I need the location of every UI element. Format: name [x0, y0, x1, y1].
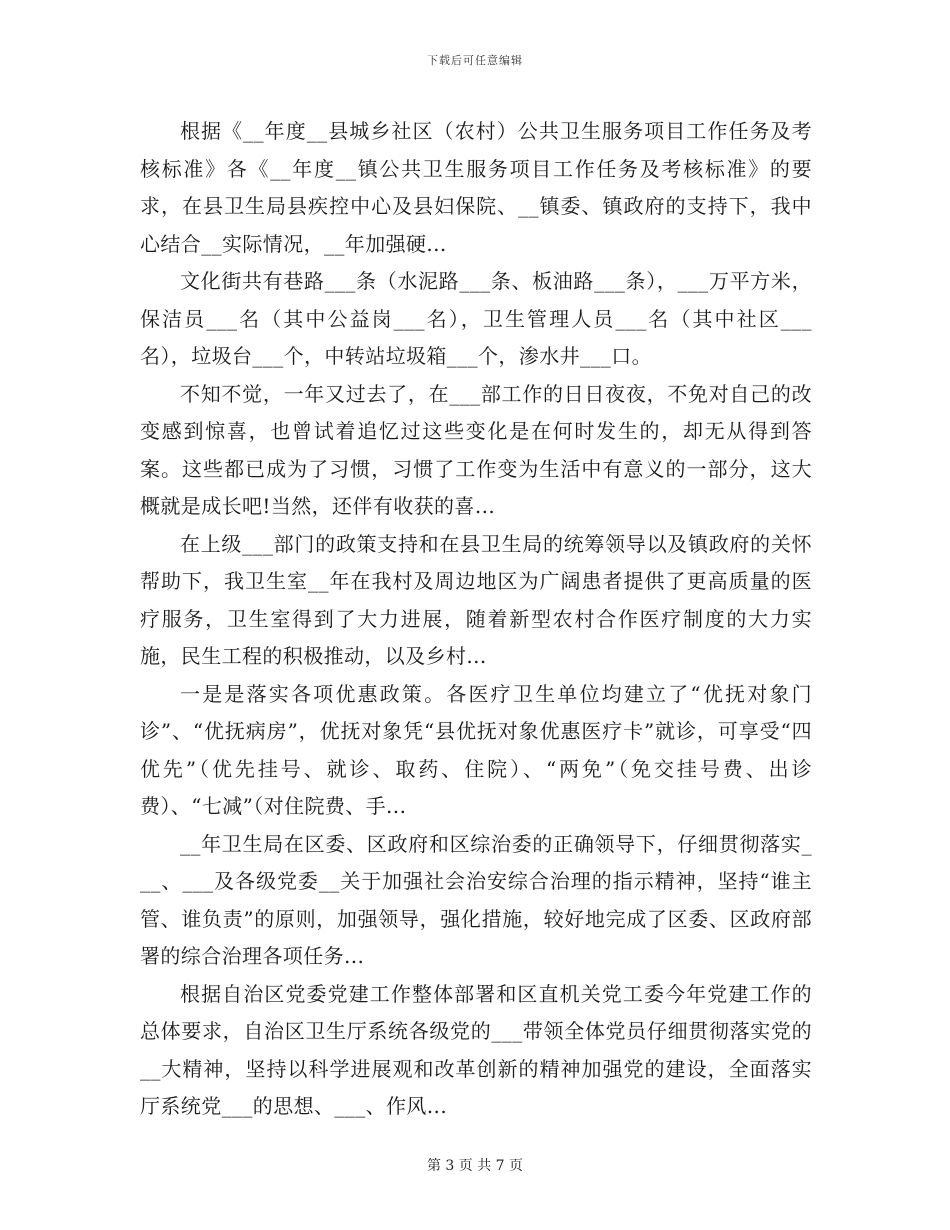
paragraph-3: 不知不觉，一年又过去了，在___部工作的日日夜夜，不免对自己的改变感到惊喜，也曾试着追忆过这些变化是在何时发生的，却无从得到答案。这些都已成为了习惯，习惯了工作变为生活中有意义的一部分，这大概就是成长吧!当然，还伴有收获的喜...	[140, 381, 812, 518]
document-body	[140, 113, 812, 1126]
page-number: 第 3 页 共 7 页	[426, 1158, 524, 1174]
paragraph-4: 在上级___部门的政策支持和在县卫生局的统筹领导以及镇政府的关怀帮助下，我卫生室__年在我村及周边地区为广阔患者提供了更高质量的医疗服务，卫生室得到了大力进展，随着新型农村合作医疗制度的大力实施，民生工程的积极推动，以及乡村...	[140, 531, 812, 668]
page-header-note: 下载后可任意编辑	[427, 54, 523, 67]
paragraph-6: __年卫生局在区委、区政府和区综治委的正确领导下，仔细贯彻落实___、___及各级党委__关于加强社会治安综合治理的指示精神，坚持“谁主管、谁负责”的原则，加强领导，强化措施，较好地完成了区委、区政府部署的综合治理各项任务...	[140, 831, 812, 968]
paragraph-2: 文化街共有巷路___条（水泥路___条、板油路___条），___万平方米，保洁员___名（其中公益岗___名），卫生管理人员___名（其中社区___名），垃圾台___个，中转站垃圾箱___个，渗水井___口。	[140, 269, 812, 368]
paragraph-5: 一是是落实各项优惠政策。各医疗卫生单位均建立了“优抚对象门诊”、“优抚病房”，优抚对象凭“县优抚对象优惠医疗卡”就诊，可享受“四优先”（优先挂号、就诊、取药、住院）、“两免”（免交挂号费、出诊费）、“七减”（对住院费、手...	[140, 681, 812, 818]
paragraph-1: 根据《__年度__县城乡社区（农村）公共卫生服务项目工作任务及考核标准》各《__年度__镇公共卫生服务项目工作任务及考核标准》的要求，在县卫生局县疾控中心及县妇保院、__镇委、镇政府的支持下，我中心结合__实际情况，__年加强硬...	[140, 119, 812, 256]
paragraph-7: 根据自治区党委党建工作整体部署和区直机关党工委今年党建工作的总体要求，自治区卫生厅系统各级党的___带领全体党员仔细贯彻落实党的__大精神，坚持以科学进展观和改革创新的精神加强党的建设，全面落实厅系统党___的思想、___、作风...	[140, 981, 812, 1118]
